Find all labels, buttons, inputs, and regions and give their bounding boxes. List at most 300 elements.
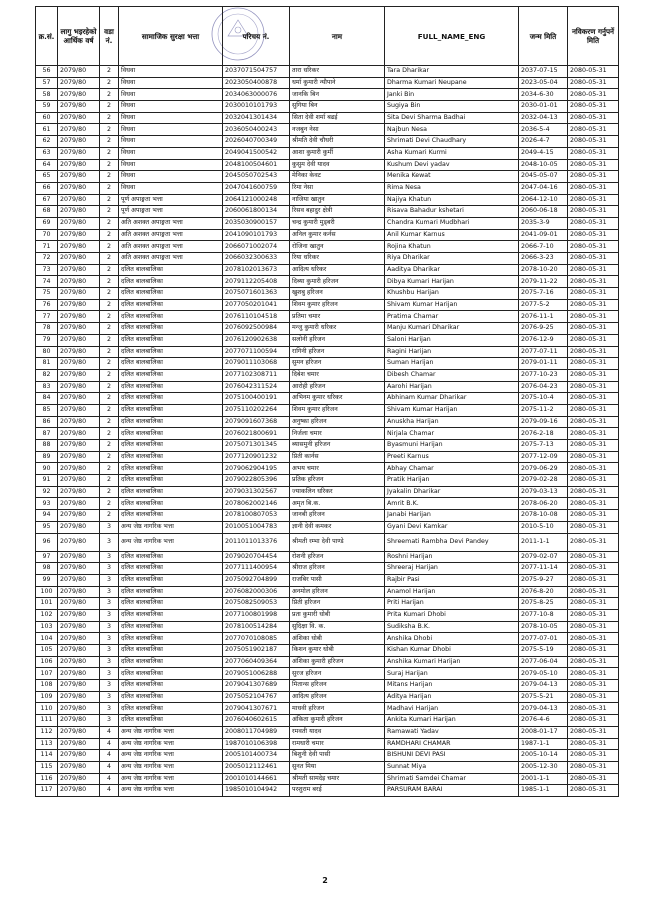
cell-id-number: 2010051004783 <box>223 521 290 533</box>
cell-allowance-type: अन्य जेष्ठ नागरिक भत्ता <box>119 750 223 762</box>
table-row <box>36 726 619 738</box>
cell-name-nepali: सुमन हरिजन <box>290 358 385 370</box>
cell-serial: 116 <box>36 773 58 785</box>
cell-name-nepali: श्रीराज हरिजन <box>290 563 385 575</box>
table-row <box>36 521 619 533</box>
cell-ward-no: 2 <box>100 124 119 136</box>
cell-name-nepali: खुशबु हरिजन <box>290 288 385 300</box>
cell-renewal-date: 2080-05-31 <box>568 311 619 323</box>
cell-birth-date: 2077-10-23 <box>519 369 568 381</box>
cell-ward-no: 3 <box>100 691 119 703</box>
table-row <box>36 750 619 762</box>
table-row <box>36 451 619 463</box>
table-row <box>36 691 619 703</box>
cell-renewal-date: 2080-05-31 <box>568 253 619 265</box>
cell-id-number: 2078062002146 <box>223 498 290 510</box>
cell-name-nepali: ज्याकलिन धरिकर <box>290 486 385 498</box>
cell-renewal-date: 2080-05-31 <box>568 334 619 346</box>
cell-allowance-type: दलित बालबालिका <box>119 486 223 498</box>
cell-birth-date: 2066-7-10 <box>519 241 568 253</box>
cell-allowance-type: पूर्ण अपाङ्गता भत्ता <box>119 194 223 206</box>
cell-fiscal-year: 2079/80 <box>58 89 100 101</box>
table-row <box>36 551 619 563</box>
cell-serial: 72 <box>36 253 58 265</box>
cell-ward-no: 4 <box>100 738 119 750</box>
cell-renewal-date: 2080-05-31 <box>568 171 619 183</box>
cell-id-number: 2076040602615 <box>223 715 290 727</box>
cell-id-number: 2075082509053 <box>223 598 290 610</box>
cell-allowance-type: दलित बालबालिका <box>119 334 223 346</box>
cell-ward-no: 2 <box>100 440 119 452</box>
cell-id-number: 2076021800691 <box>223 428 290 440</box>
cell-birth-date: 2079-04-13 <box>519 680 568 692</box>
cell-name-nepali: आशा कुमारी कुर्मी <box>290 147 385 159</box>
cell-allowance-type: दलित बालबालिका <box>119 451 223 463</box>
cell-birth-date: 2078-06-20 <box>519 498 568 510</box>
cell-allowance-type: विधवा <box>119 159 223 171</box>
cell-serial: 57 <box>36 77 58 89</box>
cell-serial: 78 <box>36 323 58 335</box>
cell-allowance-type: दलित बालबालिका <box>119 715 223 727</box>
cell-serial: 98 <box>36 563 58 575</box>
cell-full-name-eng: Riya Dharikar <box>385 253 519 265</box>
cell-name-nepali: मितान्स हरिजन <box>290 680 385 692</box>
cell-birth-date: 2078-10-20 <box>519 264 568 276</box>
table-row <box>36 159 619 171</box>
cell-ward-no: 4 <box>100 726 119 738</box>
table-row <box>36 393 619 405</box>
cell-renewal-date: 2080-05-31 <box>568 521 619 533</box>
cell-id-number: 2078102013673 <box>223 264 290 276</box>
cell-birth-date: 2005-12-30 <box>519 761 568 773</box>
cell-serial: 64 <box>36 159 58 171</box>
cell-birth-date: 2066-3-23 <box>519 253 568 265</box>
cell-full-name-eng: Byasmuni Harijan <box>385 440 519 452</box>
cell-full-name-eng: Pratima Chamar <box>385 311 519 323</box>
cell-ward-no: 3 <box>100 645 119 657</box>
cell-serial: 101 <box>36 598 58 610</box>
cell-full-name-eng: Janki Bin <box>385 89 519 101</box>
cell-birth-date: 2005-10-14 <box>519 750 568 762</box>
cell-renewal-date: 2080-05-31 <box>568 574 619 586</box>
cell-name-nepali: नजबुन नेसा <box>290 124 385 136</box>
cell-serial: 85 <box>36 404 58 416</box>
cell-allowance-type: अति अशक्त अपाङ्गता भत्ता <box>119 241 223 253</box>
cell-full-name-eng: Ankita Kumari Harijan <box>385 715 519 727</box>
table-row <box>36 475 619 487</box>
cell-allowance-type: अन्य जेष्ठ नागरिक भत्ता <box>119 521 223 533</box>
cell-name-nepali: अनुष्का हरिजन <box>290 416 385 428</box>
cell-renewal-date: 2080-05-31 <box>568 621 619 633</box>
cell-birth-date: 2079-04-13 <box>519 703 568 715</box>
cell-fiscal-year: 2079/80 <box>58 621 100 633</box>
header-birth-date: जन्म मिति <box>519 7 568 66</box>
cell-renewal-date: 2080-05-31 <box>568 124 619 136</box>
cell-serial: 110 <box>36 703 58 715</box>
cell-name-nepali: मेनिका केवट <box>290 171 385 183</box>
cell-full-name-eng: BISHUNI DEVI PASI <box>385 750 519 762</box>
cell-allowance-type: अति अशक्त अपाङ्गता भत्ता <box>119 253 223 265</box>
cell-renewal-date: 2080-05-31 <box>568 451 619 463</box>
cell-full-name-eng: Rojina Khatun <box>385 241 519 253</box>
cell-fiscal-year: 2079/80 <box>58 586 100 598</box>
cell-fiscal-year: 2079/80 <box>58 563 100 575</box>
cell-renewal-date: 2080-05-31 <box>568 750 619 762</box>
cell-birth-date: 2075-10-4 <box>519 393 568 405</box>
cell-allowance-type: दलित बालबालिका <box>119 510 223 522</box>
cell-fiscal-year: 2079/80 <box>58 726 100 738</box>
table-row <box>36 112 619 124</box>
cell-serial: 104 <box>36 633 58 645</box>
cell-allowance-type: अन्य जेष्ठ नागरिक भत्ता <box>119 738 223 750</box>
cell-id-number: 2076082000306 <box>223 586 290 598</box>
cell-id-number: 2037071504757 <box>223 66 290 78</box>
cell-full-name-eng: Priti Harijan <box>385 598 519 610</box>
cell-serial: 93 <box>36 498 58 510</box>
cell-serial: 75 <box>36 288 58 300</box>
cell-ward-no: 2 <box>100 299 119 311</box>
cell-fiscal-year: 2079/80 <box>58 299 100 311</box>
cell-name-nepali: रमवती यादव <box>290 726 385 738</box>
cell-ward-no: 3 <box>100 715 119 727</box>
table-row <box>36 586 619 598</box>
cell-ward-no: 3 <box>100 621 119 633</box>
cell-renewal-date: 2080-05-31 <box>568 404 619 416</box>
cell-birth-date: 2075-5-19 <box>519 645 568 657</box>
cell-renewal-date: 2080-05-31 <box>568 680 619 692</box>
cell-full-name-eng: Shivam Kumar Harijan <box>385 299 519 311</box>
cell-id-number: 2079091607368 <box>223 416 290 428</box>
cell-renewal-date: 2080-05-31 <box>568 428 619 440</box>
cell-id-number: 2076110104518 <box>223 311 290 323</box>
cell-allowance-type: दलित बालबालिका <box>119 369 223 381</box>
cell-full-name-eng: Ragini Harijan <box>385 346 519 358</box>
table-row <box>36 510 619 522</box>
table-row <box>36 738 619 750</box>
table-row <box>36 416 619 428</box>
cell-fiscal-year: 2079/80 <box>58 691 100 703</box>
cell-birth-date: 2064-12-10 <box>519 194 568 206</box>
table-row <box>36 194 619 206</box>
cell-full-name-eng: Chandra Kumari Mudbhari <box>385 217 519 229</box>
cell-serial: 56 <box>36 66 58 78</box>
page-number: 2 <box>322 876 328 885</box>
cell-serial: 66 <box>36 182 58 194</box>
table-row <box>36 334 619 346</box>
cell-birth-date: 2041-09-01 <box>519 229 568 241</box>
cell-serial: 76 <box>36 299 58 311</box>
cell-birth-date: 2075-9-27 <box>519 574 568 586</box>
cell-ward-no: 2 <box>100 323 119 335</box>
cell-renewal-date: 2080-05-31 <box>568 691 619 703</box>
cell-ward-no: 2 <box>100 369 119 381</box>
cell-id-number: 2049041500542 <box>223 147 290 159</box>
cell-serial: 92 <box>36 486 58 498</box>
table-row <box>36 299 619 311</box>
cell-name-nepali: प्रतिक हरिजन <box>290 475 385 487</box>
cell-ward-no: 2 <box>100 253 119 265</box>
cell-allowance-type: विधवा <box>119 101 223 113</box>
cell-fiscal-year: 2079/80 <box>58 346 100 358</box>
cell-id-number: 2032041301434 <box>223 112 290 124</box>
cell-serial: 89 <box>36 451 58 463</box>
cell-full-name-eng: Janabi Harijan <box>385 510 519 522</box>
cell-full-name-eng: Preeti Karnus <box>385 451 519 463</box>
cell-name-nepali: जानबी हरिजन <box>290 510 385 522</box>
cell-ward-no: 2 <box>100 112 119 124</box>
cell-renewal-date: 2080-05-31 <box>568 703 619 715</box>
cell-fiscal-year: 2079/80 <box>58 440 100 452</box>
cell-allowance-type: अति अशक्त अपाङ्गता भत्ता <box>119 229 223 241</box>
cell-fiscal-year: 2079/80 <box>58 66 100 78</box>
cell-id-number: 2008011704989 <box>223 726 290 738</box>
table-row <box>36 206 619 218</box>
cell-full-name-eng: Dibesh Chamar <box>385 369 519 381</box>
cell-id-number: 1985010104942 <box>223 785 290 797</box>
cell-full-name-eng: Shrimati Samdei Chamar <box>385 773 519 785</box>
cell-birth-date: 2077-11-14 <box>519 563 568 575</box>
cell-id-number: 2076120902638 <box>223 334 290 346</box>
cell-birth-date: 2075-7-13 <box>519 440 568 452</box>
cell-serial: 82 <box>36 369 58 381</box>
cell-ward-no: 2 <box>100 276 119 288</box>
cell-renewal-date: 2080-05-31 <box>568 475 619 487</box>
cell-full-name-eng: PARSURAM BARAI <box>385 785 519 797</box>
cell-renewal-date: 2080-05-31 <box>568 241 619 253</box>
table-row <box>36 381 619 393</box>
cell-ward-no: 2 <box>100 182 119 194</box>
cell-renewal-date: 2080-05-31 <box>568 323 619 335</box>
cell-name-nepali: प्रिती हरिजन <box>290 598 385 610</box>
cell-serial: 99 <box>36 574 58 586</box>
cell-fiscal-year: 2079/80 <box>58 551 100 563</box>
cell-birth-date: 2077-07-01 <box>519 633 568 645</box>
table-row <box>36 428 619 440</box>
cell-id-number: 2045050702543 <box>223 171 290 183</box>
cell-id-number: 2075110202264 <box>223 404 290 416</box>
cell-name-nepali: रामधारी चमार <box>290 738 385 750</box>
cell-name-nepali: जानकि बिन <box>290 89 385 101</box>
cell-fiscal-year: 2079/80 <box>58 124 100 136</box>
cell-ward-no: 2 <box>100 229 119 241</box>
cell-renewal-date: 2080-05-31 <box>568 551 619 563</box>
table-row <box>36 217 619 229</box>
cell-renewal-date: 2080-05-31 <box>568 633 619 645</box>
cell-name-nepali: नाजिया खातुन <box>290 194 385 206</box>
cell-renewal-date: 2080-05-31 <box>568 229 619 241</box>
cell-renewal-date: 2080-05-31 <box>568 668 619 680</box>
table-row <box>36 785 619 797</box>
cell-allowance-type: दलित बालबालिका <box>119 498 223 510</box>
cell-fiscal-year: 2079/80 <box>58 486 100 498</box>
cell-id-number: 2077100801998 <box>223 609 290 621</box>
cell-serial: 86 <box>36 416 58 428</box>
cell-serial: 71 <box>36 241 58 253</box>
cell-fiscal-year: 2079/80 <box>58 703 100 715</box>
cell-serial: 103 <box>36 621 58 633</box>
table-row <box>36 486 619 498</box>
cell-allowance-type: दलित बालबालिका <box>119 656 223 668</box>
cell-ward-no: 2 <box>100 463 119 475</box>
cell-fiscal-year: 2079/80 <box>58 510 100 522</box>
cell-fiscal-year: 2079/80 <box>58 633 100 645</box>
cell-ward-no: 3 <box>100 633 119 645</box>
cell-ward-no: 3 <box>100 656 119 668</box>
cell-id-number: 2079020704454 <box>223 551 290 563</box>
cell-allowance-type: दलित बालबालिका <box>119 563 223 575</box>
cell-name-nepali: प्रता कुमारी धोबी <box>290 609 385 621</box>
cell-ward-no: 2 <box>100 510 119 522</box>
table-row <box>36 264 619 276</box>
cell-full-name-eng: Anshika Dhobi <box>385 633 519 645</box>
cell-full-name-eng: Shreemati Rambha Devi Pandey <box>385 533 519 551</box>
cell-renewal-date: 2080-05-31 <box>568 288 619 300</box>
table-row <box>36 66 619 78</box>
cell-fiscal-year: 2079/80 <box>58 194 100 206</box>
cell-full-name-eng: Menika Kewat <box>385 171 519 183</box>
cell-fiscal-year: 2079/80 <box>58 715 100 727</box>
cell-ward-no: 2 <box>100 264 119 276</box>
cell-ward-no: 2 <box>100 241 119 253</box>
cell-fiscal-year: 2079/80 <box>58 381 100 393</box>
cell-allowance-type: दलित बालबालिका <box>119 264 223 276</box>
cell-full-name-eng: Abhinam Kumar Dharikar <box>385 393 519 405</box>
cell-serial: 68 <box>36 206 58 218</box>
cell-name-nepali: सुरज हरिजन <box>290 668 385 680</box>
cell-ward-no: 2 <box>100 334 119 346</box>
cell-fiscal-year: 2079/80 <box>58 574 100 586</box>
table-row <box>36 656 619 668</box>
cell-allowance-type: दलित बालबालिका <box>119 598 223 610</box>
cell-id-number: 2075100400191 <box>223 393 290 405</box>
cell-serial: 107 <box>36 668 58 680</box>
cell-full-name-eng: Sugiya Bin <box>385 101 519 113</box>
cell-full-name-eng: Mitans Harijan <box>385 680 519 692</box>
cell-renewal-date: 2080-05-31 <box>568 393 619 405</box>
cell-serial: 112 <box>36 726 58 738</box>
cell-serial: 117 <box>36 785 58 797</box>
cell-name-nepali: दिबेश चमार <box>290 369 385 381</box>
cell-serial: 60 <box>36 112 58 124</box>
cell-id-number: 2075071601363 <box>223 288 290 300</box>
cell-allowance-type: दलित बालबालिका <box>119 404 223 416</box>
cell-serial: 113 <box>36 738 58 750</box>
cell-name-nepali: किशन कुमार धोबी <box>290 645 385 657</box>
cell-name-nepali: तारा धरिकर <box>290 66 385 78</box>
cell-full-name-eng: Jyakalin Dharikar <box>385 486 519 498</box>
cell-renewal-date: 2080-05-31 <box>568 785 619 797</box>
cell-allowance-type: पूर्ण अपाङ्गता भत्ता <box>119 206 223 218</box>
cell-birth-date: 2079-09-16 <box>519 416 568 428</box>
header-serial: क्र.सं. <box>36 7 58 66</box>
cell-full-name-eng: Nirjala Chamar <box>385 428 519 440</box>
cell-birth-date: 1987-1-1 <box>519 738 568 750</box>
cell-serial: 100 <box>36 586 58 598</box>
cell-id-number: 2079062904195 <box>223 463 290 475</box>
cell-serial: 94 <box>36 510 58 522</box>
cell-name-nepali: बिशुनी देवी पासी <box>290 750 385 762</box>
cell-allowance-type: दलित बालबालिका <box>119 586 223 598</box>
cell-ward-no: 2 <box>100 393 119 405</box>
cell-name-nepali: अभिनम कुमार धरिकर <box>290 393 385 405</box>
cell-allowance-type: दलित बालबालिका <box>119 276 223 288</box>
cell-id-number: 2034063000076 <box>223 89 290 101</box>
cell-serial: 109 <box>36 691 58 703</box>
cell-id-number: 2077060409364 <box>223 656 290 668</box>
cell-allowance-type: दलित बालबालिका <box>119 299 223 311</box>
cell-id-number: 2047041600759 <box>223 182 290 194</box>
table-row <box>36 136 619 148</box>
cell-ward-no: 2 <box>100 404 119 416</box>
cell-fiscal-year: 2079/80 <box>58 598 100 610</box>
table-header-row <box>36 7 619 66</box>
cell-allowance-type: विधवा <box>119 147 223 159</box>
cell-ward-no: 3 <box>100 609 119 621</box>
cell-allowance-type: दलित बालबालिका <box>119 551 223 563</box>
cell-ward-no: 2 <box>100 194 119 206</box>
cell-ward-no: 2 <box>100 217 119 229</box>
cell-fiscal-year: 2079/80 <box>58 182 100 194</box>
cell-name-nepali: अंकिता कुमारी हरिजन <box>290 715 385 727</box>
cell-renewal-date: 2080-05-31 <box>568 533 619 551</box>
cell-renewal-date: 2080-05-31 <box>568 159 619 171</box>
cell-name-nepali: दिब्या कुमारी हरिजन <box>290 276 385 288</box>
cell-name-nepali: अमृत बि.क. <box>290 498 385 510</box>
cell-name-nepali: ज्ञानी देवी कमकर <box>290 521 385 533</box>
cell-ward-no: 4 <box>100 773 119 785</box>
cell-birth-date: 2078-10-08 <box>519 510 568 522</box>
table-row <box>36 182 619 194</box>
cell-name-nepali: आदित्य हरिजन <box>290 691 385 703</box>
cell-ward-no: 3 <box>100 551 119 563</box>
cell-fiscal-year: 2079/80 <box>58 393 100 405</box>
cell-full-name-eng: Dibya Kumari Harijan <box>385 276 519 288</box>
cell-serial: 106 <box>36 656 58 668</box>
cell-id-number: 2005012112461 <box>223 761 290 773</box>
cell-renewal-date: 2080-05-31 <box>568 358 619 370</box>
cell-id-number: 2075052104767 <box>223 691 290 703</box>
cell-ward-no: 3 <box>100 703 119 715</box>
cell-fiscal-year: 2079/80 <box>58 369 100 381</box>
cell-ward-no: 2 <box>100 486 119 498</box>
cell-name-nepali: धर्मा कुमारी न्यौपाने <box>290 77 385 89</box>
cell-serial: 77 <box>36 311 58 323</box>
cell-name-nepali: श्रीमती सामदेइ चमार <box>290 773 385 785</box>
cell-fiscal-year: 2079/80 <box>58 416 100 428</box>
cell-fiscal-year: 2079/80 <box>58 159 100 171</box>
cell-id-number: 2079041307689 <box>223 680 290 692</box>
cell-full-name-eng: Sita Devi Sharma Badhai <box>385 112 519 124</box>
cell-birth-date: 2075-5-21 <box>519 691 568 703</box>
cell-ward-no: 3 <box>100 680 119 692</box>
cell-name-nepali: रागिनी हरिजन <box>290 346 385 358</box>
table-row <box>36 533 619 551</box>
cell-name-nepali: रिसव बहादुर क्षेत्री <box>290 206 385 218</box>
cell-renewal-date: 2080-05-31 <box>568 656 619 668</box>
cell-serial: 114 <box>36 750 58 762</box>
cell-ward-no: 3 <box>100 598 119 610</box>
cell-id-number: 2075071301345 <box>223 440 290 452</box>
header-fiscal-year: लागु भइरहेको आर्थिक वर्ष <box>58 7 100 66</box>
cell-id-number: 2076092500984 <box>223 323 290 335</box>
cell-ward-no: 2 <box>100 475 119 487</box>
cell-id-number: 2030010101793 <box>223 101 290 113</box>
cell-serial: 102 <box>36 609 58 621</box>
cell-id-number: 2079041307671 <box>223 703 290 715</box>
cell-full-name-eng: Prita Kumari Dhobi <box>385 609 519 621</box>
cell-birth-date: 2036-5-4 <box>519 124 568 136</box>
header-allowance-type: सामाजिक सुरक्षा भत्ता <box>119 7 223 66</box>
